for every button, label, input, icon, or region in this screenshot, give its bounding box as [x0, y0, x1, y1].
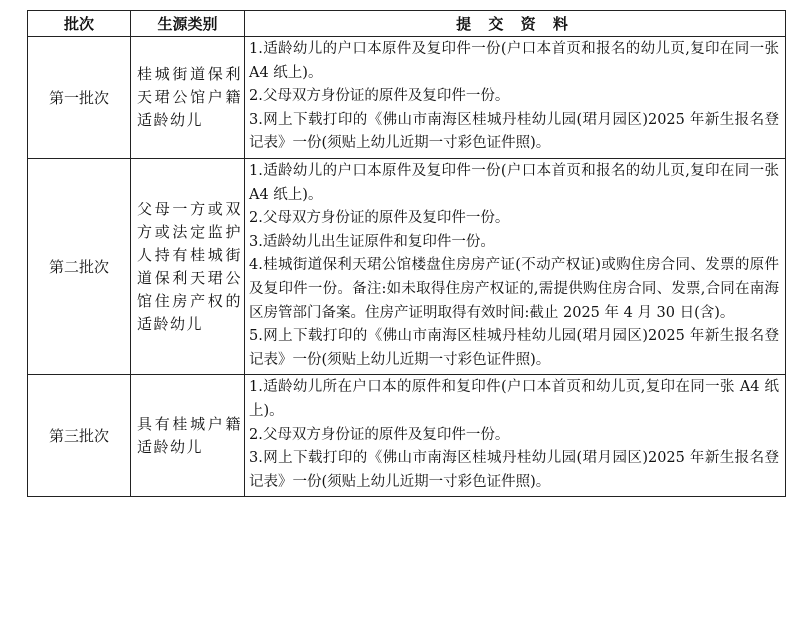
table-row — [28, 158, 786, 374]
batch-cell: 第二批次 — [28, 158, 131, 374]
header-documents: 提 交 资 料 — [245, 11, 786, 37]
document-item: 4.桂城街道保利天珺公馆楼盘住房房产证(不动产权证)或购住房合同、发票的原件及复印件一份。备注:如未取得住房产权证的,需提供购住房合同、发票,合同在南海区房管部门备案。住房产证明取得有效时间:截止 2025 年 4 月 30 日(含)。 — [249, 257, 779, 321]
source-cell: 具有桂城户籍适龄幼儿 — [131, 375, 245, 497]
document-item: 5.网上下载打印的《佛山市南海区桂城丹桂幼儿园(珺月园区)2025 年新生报名登记表》一份(须贴上幼儿近期一寸彩色证件照)。 — [249, 328, 779, 368]
table-row — [28, 37, 786, 159]
document-item: 3.网上下载打印的《佛山市南海区桂城丹桂幼儿园(珺月园区)2025 年新生报名登记表》一份(须贴上幼儿近期一寸彩色证件照)。 — [249, 111, 779, 152]
document-item: 1.适龄幼儿的户口本原件及复印件一份(户口本首页和报名的幼儿页,复印在同一张 A4 纸上)。 — [249, 162, 779, 203]
document-item: 2.父母双方身份证的原件及复印件一份。 — [249, 426, 510, 443]
table-row — [28, 375, 786, 497]
header-batch: 批次 — [28, 11, 131, 37]
batch-cell: 第一批次 — [28, 37, 131, 159]
document-item: 2.父母双方身份证的原件及复印件一份。 — [249, 210, 510, 227]
documents-cell — [245, 375, 786, 497]
documents-cell — [245, 158, 786, 374]
document-item: 3.网上下载打印的《佛山市南海区桂城丹桂幼儿园(珺月园区)2025 年新生报名登记表》一份(须贴上幼儿近期一寸彩色证件照)。 — [249, 450, 779, 490]
documents-cell — [245, 37, 786, 159]
enrollment-documents-table — [27, 10, 786, 497]
document-item: 1.适龄幼儿的户口本原件及复印件一份(户口本首页和报名的幼儿页,复印在同一张 A4 纸上)。 — [249, 41, 779, 81]
header-source: 生源类别 — [131, 11, 245, 37]
document-item: 3.适龄幼儿出生证原件和复印件一份。 — [249, 233, 495, 250]
source-cell: 桂城街道保利天珺公馆户籍适龄幼儿 — [131, 37, 245, 159]
batch-cell: 第三批次 — [28, 375, 131, 497]
table-header-row — [28, 11, 786, 37]
source-cell: 父母一方或双方或法定监护人持有桂城街道保利天珺公馆住房产权的适龄幼儿 — [131, 158, 245, 374]
document-item: 2.父母双方身份证的原件及复印件一份。 — [249, 88, 510, 105]
document-item: 1.适龄幼儿所在户口本的原件和复印件(户口本首页和幼儿页,复印在同一张 A4 纸上)。 — [249, 379, 779, 419]
